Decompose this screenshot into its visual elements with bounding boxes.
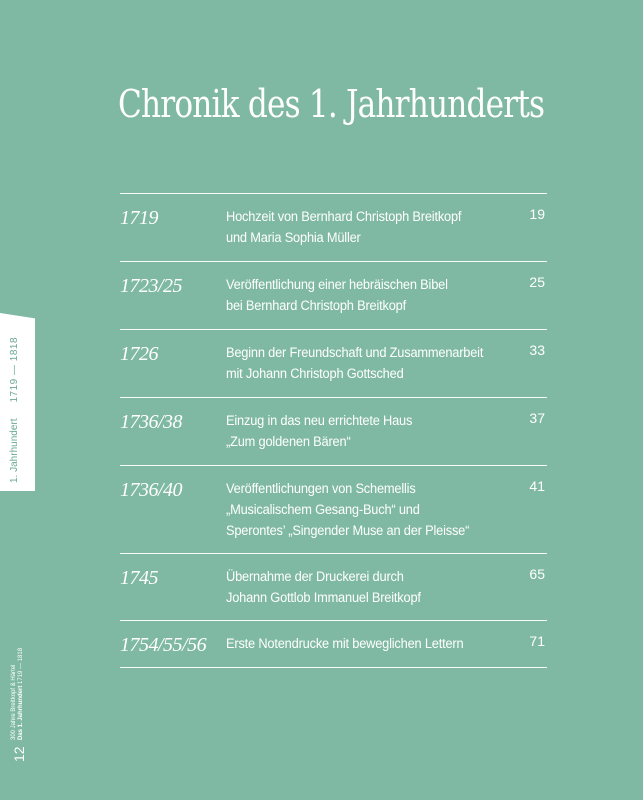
entry-description-line: „Musicalischem Gesang-Buch“ und [226, 502, 420, 517]
entry-description [226, 478, 502, 541]
entry-year: 1726 [120, 343, 158, 365]
entry-description [226, 633, 502, 654]
entry-page-number: 65 [529, 566, 545, 582]
entry-page-number: 37 [529, 410, 545, 426]
running-footer-range: 1719 — 1818 [18, 647, 24, 686]
entry-description-line: Einzug in das neu errichtete Haus [226, 413, 413, 428]
entry-description-line: Sperontes’ „Singender Muse an der Pleisse“ [226, 523, 470, 538]
entry-description [226, 342, 502, 384]
entry-description-line: Beginn der Freundschaft und Zusammenarbeit [226, 345, 484, 360]
entry-description-line: Veröffentlichung einer hebräischen Bibel [226, 277, 448, 292]
table-row [120, 553, 547, 620]
entry-description [226, 410, 502, 452]
entry-description [226, 206, 502, 248]
entry-year: 1745 [120, 567, 158, 589]
running-footer-chapter: Das 1. Jahrhundert [18, 685, 24, 740]
entry-description-line: bei Bernhard Christoph Breitkopf [226, 298, 406, 313]
entry-description [226, 274, 502, 316]
entry-page-number: 33 [529, 342, 545, 358]
entry-year: 1719 [120, 207, 158, 229]
entry-page-number: 41 [529, 478, 545, 494]
entry-description-line: Übernahme der Druckerei durch [226, 569, 404, 584]
table-row [120, 193, 547, 261]
chapter-tab-text [9, 337, 20, 483]
entry-year: 1736/38 [120, 411, 183, 433]
entry-description-line: Johann Gottlob Immanuel Breitkopf [226, 590, 421, 605]
table-row [120, 465, 547, 553]
entry-description-line: Hochzeit von Bernhard Christoph Breitkopf [226, 209, 462, 224]
chronicle-table [120, 193, 547, 668]
running-footer [11, 648, 25, 740]
chapter-tab-range: 1719 — 1818 [9, 336, 20, 403]
entry-year: 1754/55/56 [120, 634, 207, 656]
entry-year: 1723/25 [120, 275, 183, 297]
page-number: 12 [11, 746, 27, 762]
table-row [120, 397, 547, 465]
entry-page-number: 25 [529, 274, 545, 290]
entry-page-number: 71 [529, 633, 545, 649]
table-row [120, 261, 547, 329]
entry-description-line: Erste Notendrucke mit beweglichen Lettern [226, 636, 464, 651]
table-row [120, 620, 547, 668]
page-title: Chronik des 1. Jahrhunderts [118, 82, 545, 126]
chapter-tab-label: 1. Jahrhundert [9, 418, 20, 483]
table-row [120, 329, 547, 397]
entry-description-line: „Zum goldenen Bären“ [226, 434, 351, 449]
entry-description-line: Veröffentlichungen von Schemellis [226, 481, 416, 496]
entry-description [226, 566, 502, 608]
entry-description-line: mit Johann Christoph Gottsched [226, 366, 404, 381]
entry-page-number: 19 [529, 206, 545, 222]
entry-description-line: und Maria Sophia Müller [226, 230, 361, 245]
entry-year: 1736/40 [120, 479, 183, 501]
running-footer-line1: 300 Jahre Breitkopf & Härtel [11, 664, 17, 740]
running-footer-line2 [18, 648, 25, 740]
